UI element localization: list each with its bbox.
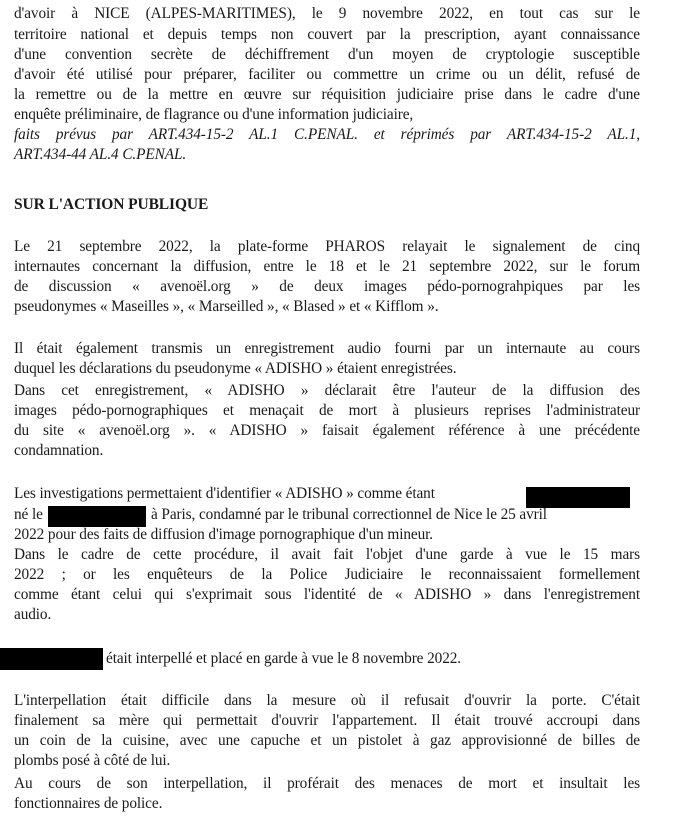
legal-reference: faits prévus par ART.434-15-2 AL.1 C.PENAL. et réprimés par ART.434-15-2 AL.1,	[14, 126, 640, 143]
text-line: Dans le cadre de cette procédure, il avait fait l'objet d'une garde à vue le 15 mars	[14, 546, 640, 563]
text-line: Il était également transmis un enregistrement audio fourni par un internaute au cours	[14, 340, 640, 357]
text-line: audio.	[14, 606, 52, 623]
text-line: finalement sa mère qui permettait d'ouvrir l'appartement. Il était trouvé accroupi dans	[14, 712, 640, 729]
text-line: d'avoir à NICE (ALPES-MARITIMES), le 9 novembre 2022, en tout cas sur le	[14, 5, 640, 22]
text-line: Au cours de son interpellation, il proférait des menaces de mort et insultait les	[14, 775, 640, 792]
redaction-block	[526, 487, 630, 508]
text-line: enquête préliminaire, de flagrance ou d'une information judiciaire,	[14, 106, 414, 123]
text-line: pseudonymes « Maseilles », « Marseilled », « Blased » et « Kifflom ».	[14, 298, 439, 315]
text-line: images pédo-pornographiques et menaçait de mort à plusieurs reprises l'administrateur	[14, 402, 640, 419]
text-line: d'avoir été utilisé pour préparer, faciliter ou commettre un crime ou un délit, refusé de	[14, 66, 640, 83]
text-line: duquel les déclarations du pseudonyme « ADISHO » étaient enregistrées.	[14, 360, 457, 377]
redaction-block	[0, 648, 103, 670]
text-line: à Paris, condamné par le tribunal correctionnel de Nice le 25 avril	[151, 506, 547, 523]
section-heading: SUR L'ACTION PUBLIQUE	[14, 196, 209, 213]
text-line: né le	[14, 506, 43, 523]
text-line: 2022 ; or les enquêteurs de la Police Judiciaire le reconnaissaient formellement	[14, 566, 640, 583]
text-line: plombs posé à côté de lui.	[14, 752, 171, 769]
text-line: 2022 pour des faits de diffusion d'image pornographique d'un mineur.	[14, 526, 434, 543]
text-line: de discussion « avenoël.org » de deux images pédo-pornograhpiques par les	[14, 278, 640, 295]
text-line: Dans cet enregistrement, « ADISHO » déclarait être l'auteur de la diffusion des	[14, 382, 640, 399]
text-line: Les investigations permettaient d'identifier « ADISHO » comme étant	[14, 485, 435, 502]
text-line: L'interpellation était difficile dans la mesure où il refusait d'ouvrir la porte. C'était	[14, 692, 640, 709]
text-line: territoire national et depuis temps non couvert par la prescription, ayant connaissance	[14, 26, 640, 43]
text-line: était interpellé et placé en garde à vue le 8 novembre 2022.	[106, 650, 462, 667]
text-line: la remettre ou de la mettre en œuvre sur réquisition judiciaire prise dans le cadre d'une	[14, 86, 640, 103]
redaction-block	[48, 506, 146, 527]
text-line: internautes concernant la diffusion, entre le 18 et le 21 septembre 2022, sur le forum	[14, 258, 640, 275]
text-line: condamnation.	[14, 442, 104, 459]
text-line: comme étant celui qui s'exprimait sous l'identité de « ADISHO » dans l'enregistrement	[14, 586, 640, 603]
text-line: Le 21 septembre 2022, la plate-forme PHAROS relayait le signalement de cinq	[14, 238, 640, 255]
text-line: du site « avenoël.org ». « ADISHO » faisait également référence à une précédente	[14, 422, 640, 439]
text-line: d'une convention secrète de déchiffrement d'un moyen de cryptologie susceptible	[14, 46, 640, 63]
text-line: fonctionnaires de police.	[14, 795, 163, 812]
text-line: un coin de la cuisine, avec une capuche et un pistolet à gaz approvisionné de billes de	[14, 732, 640, 749]
legal-reference: ART.434-44 AL.4 C.PENAL.	[14, 146, 187, 163]
